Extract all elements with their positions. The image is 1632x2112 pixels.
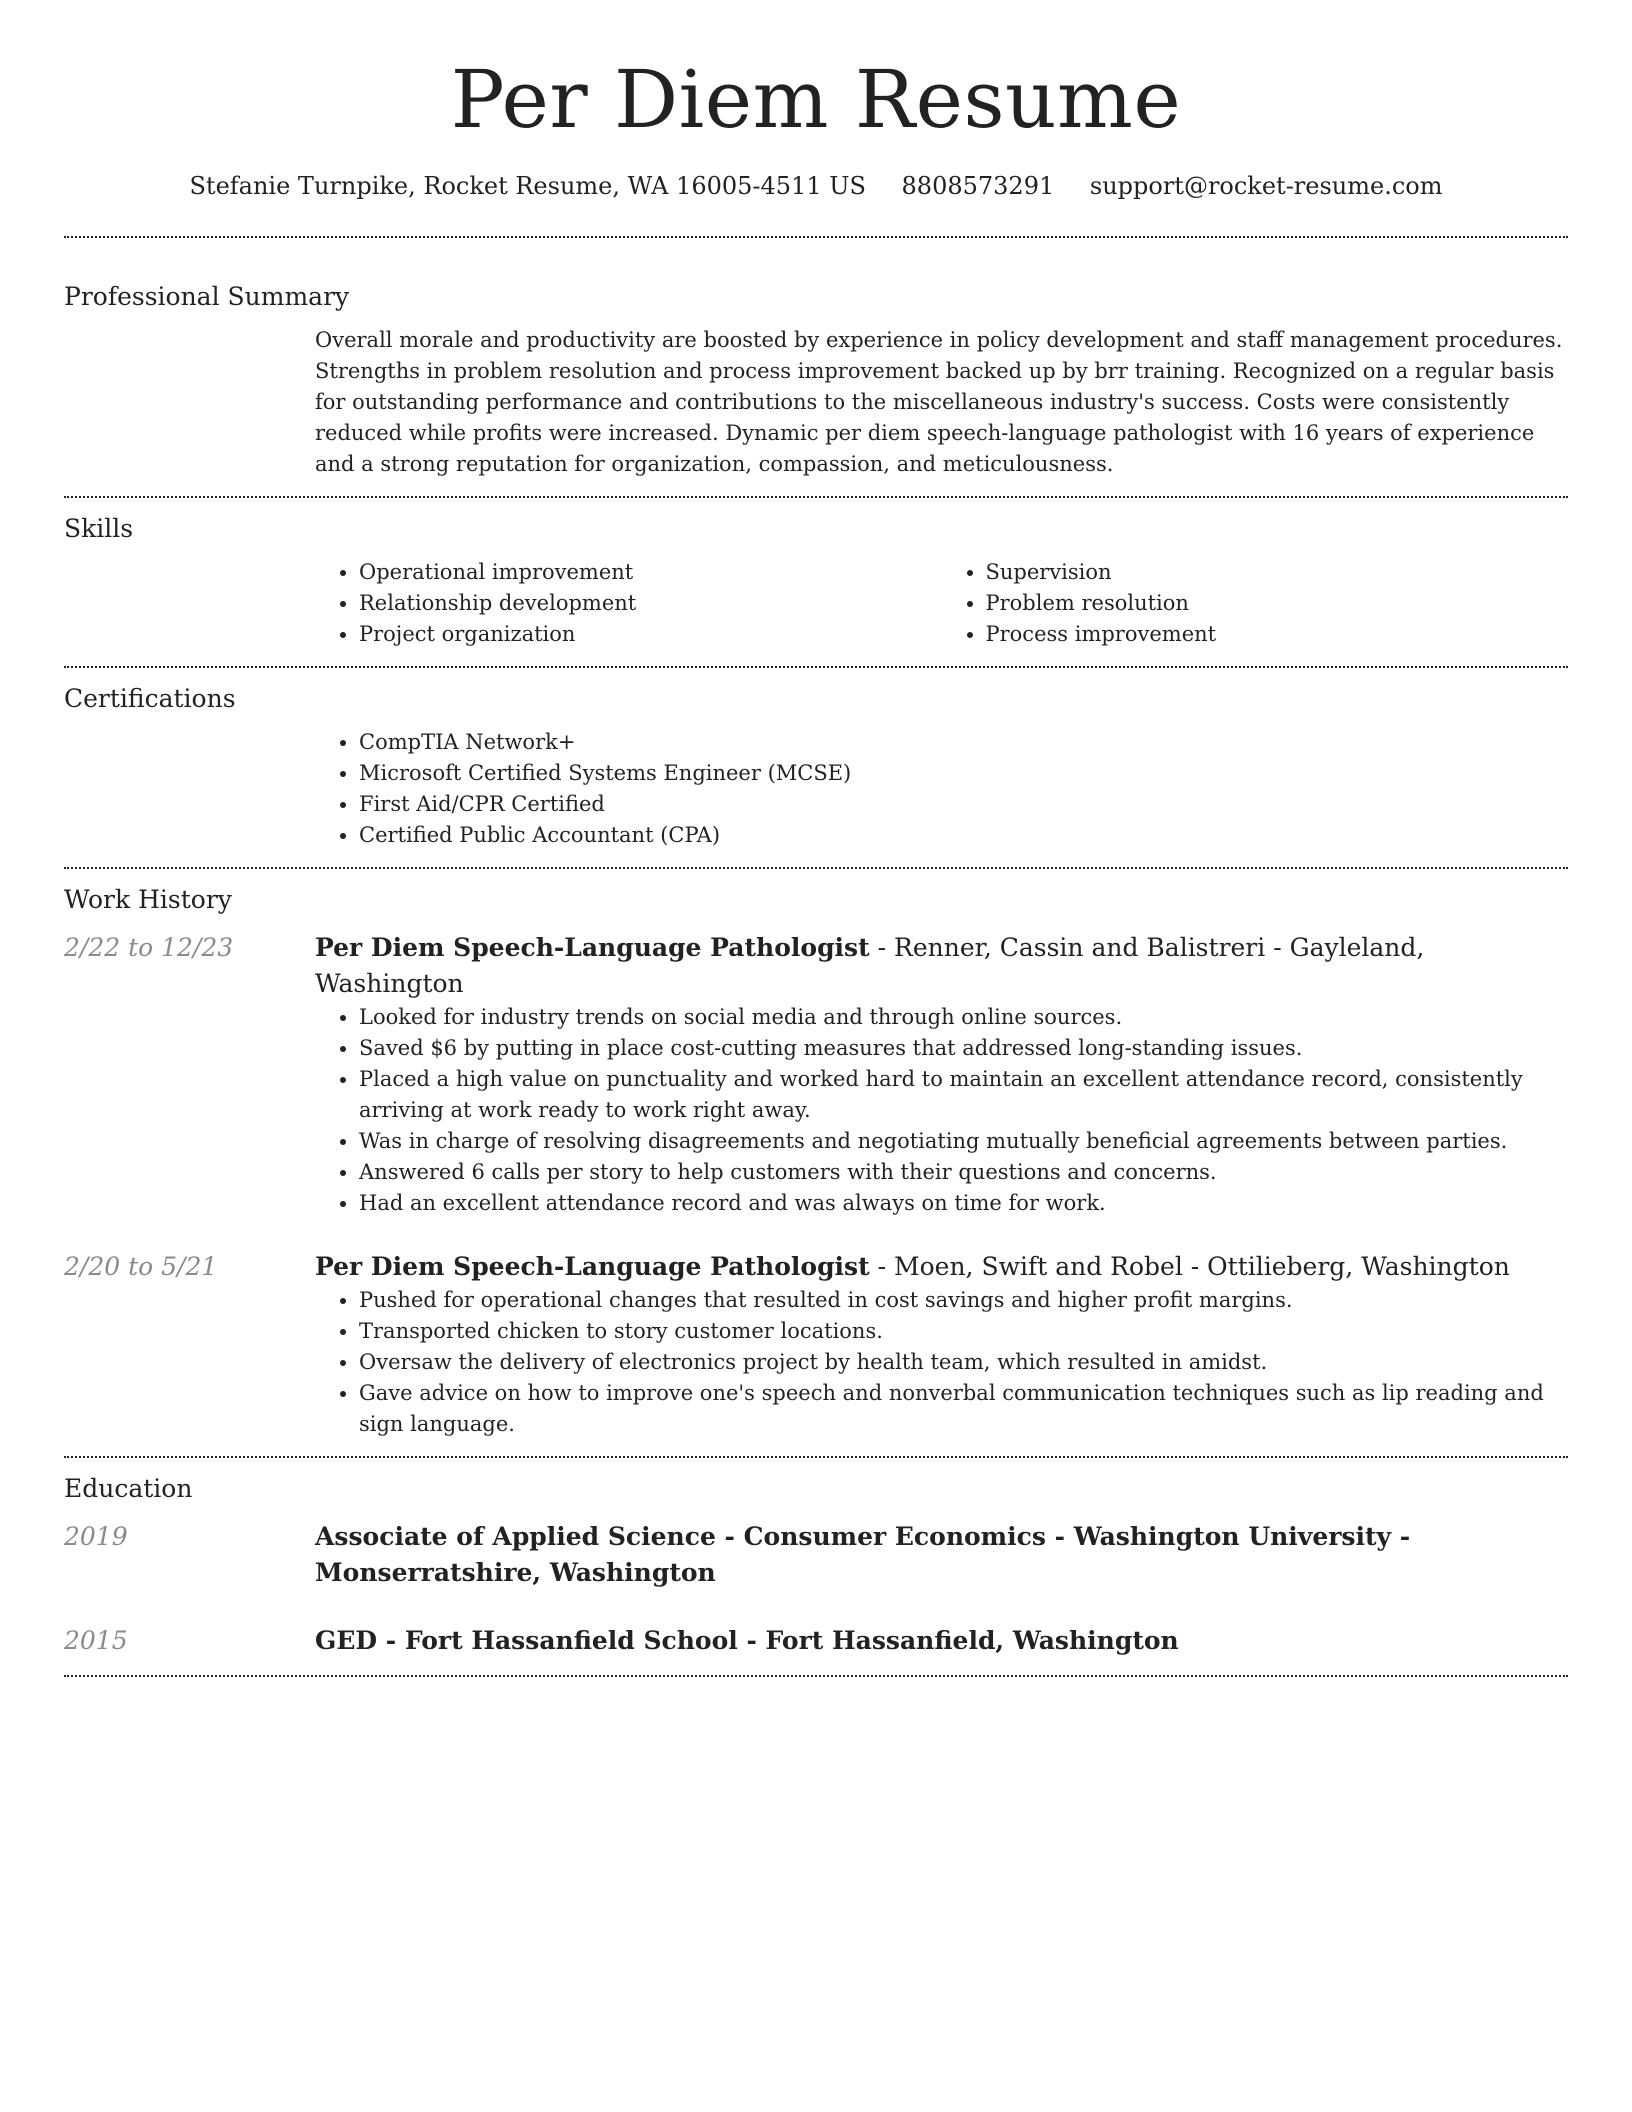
work-bullet: • Saved $6 by putting in place cost-cutting measures that addressed long-standing issues.: [359, 1033, 1568, 1064]
work-bullets: [315, 1285, 1568, 1440]
skills-heading: Skills: [64, 514, 134, 543]
education-section: [64, 1519, 1568, 1675]
work-bullet: • Answered 6 calls per story to help customers with their questions and concerns.: [359, 1157, 1568, 1188]
education-heading: Education: [64, 1474, 193, 1503]
work-heading: Work History: [64, 885, 232, 914]
contact-line: [64, 172, 1568, 200]
work-dates: 2/20 to 5/21: [64, 1252, 218, 1281]
skill-item: • Problem resolution: [986, 588, 1569, 619]
work-title: [315, 930, 1568, 1002]
skills-list-left: [315, 557, 942, 650]
work-bullet: • Placed a high value on punctuality and worked hard to maintain an excellent attendance record, consistently arriving at work ready to work right away.: [359, 1064, 1568, 1126]
work-employer: - Renner, Cassin and Balistreri - Gayleland, Washington: [315, 933, 1425, 998]
work-role: Per Diem Speech-Language Pathologist: [315, 933, 870, 962]
work-section: [64, 930, 1568, 1456]
work-bullet: • Looked for industry trends on social media and through online sources.: [359, 1002, 1568, 1033]
certifications-heading: Certifications: [64, 684, 236, 713]
certification-item: • Microsoft Certified Systems Engineer (MCSE): [359, 758, 1568, 789]
certifications-list: [315, 727, 1568, 851]
work-bullets: [315, 1002, 1568, 1219]
work-entry: [64, 1249, 1568, 1440]
certification-item: • First Aid/CPR Certified: [359, 789, 1568, 820]
summary-heading: Professional Summary: [64, 282, 350, 311]
section-divider: [64, 1675, 1568, 1677]
work-bullet: • Pushed for operational changes that resulted in cost savings and higher profit margins.: [359, 1285, 1568, 1316]
skills-section: [315, 557, 1568, 666]
resume-title: Per Diem Resume: [450, 53, 1182, 146]
education-year: 2015: [64, 1626, 128, 1655]
contact-address: Stefanie Turnpike, Rocket Resume, WA 16005-4511 US: [189, 172, 866, 200]
skill-item: • Project organization: [359, 619, 942, 650]
work-bullet: • Had an excellent attendance record and was always on time for work.: [359, 1188, 1568, 1219]
work-entry-main: [315, 930, 1568, 1219]
work-bullet: • Was in charge of resolving disagreements and negotiating mutually beneficial agreements between parties.: [359, 1126, 1568, 1157]
education-title: GED - Fort Hassanfield School - Fort Hassanfield, Washington: [315, 1626, 1179, 1655]
skill-item: • Supervision: [986, 557, 1569, 588]
education-entry: [64, 1519, 1568, 1591]
work-bullet: • Gave advice on how to improve one's speech and nonverbal communication techniques such as lip reading and sign language.: [359, 1378, 1568, 1440]
certification-item: • CompTIA Network+: [359, 727, 1568, 758]
resume-page: [64, 0, 1568, 1677]
work-title: [315, 1249, 1568, 1285]
certifications-section: [315, 727, 1568, 867]
work-role: Per Diem Speech-Language Pathologist: [315, 1252, 870, 1281]
contact-email: support@rocket-resume.com: [1089, 172, 1443, 200]
education-entry: [64, 1623, 1568, 1659]
education-year: 2019: [64, 1522, 128, 1551]
skills-list-right: [942, 557, 1569, 650]
certification-item: • Certified Public Accountant (CPA): [359, 820, 1568, 851]
work-bullet: • Oversaw the delivery of electronics project by health team, which resulted in amidst.: [359, 1347, 1568, 1378]
work-dates: 2/22 to 12/23: [64, 933, 234, 962]
skill-item: • Operational improvement: [359, 557, 942, 588]
summary-section: [315, 325, 1568, 496]
contact-phone: 8808573291: [901, 172, 1055, 200]
summary-text: Overall morale and productivity are boosted by experience in policy development and staff management procedures. Strengths in problem resolution and process improvement backed up by brr training. Recognized on a regular basis for outstanding performance and contributions to the miscellaneous industry's success. Costs were consistently reduced while profits were increased. Dynamic per diem speech-language pathologist with 16 years of experience and a strong reputation for organization, compassion, and meticulousness.: [315, 328, 1563, 476]
skill-item: • Process improvement: [986, 619, 1569, 650]
work-entry: [64, 930, 1568, 1219]
education-title: Associate of Applied Science - Consumer Economics - Washington University - Monserratshire, Washington: [315, 1522, 1411, 1587]
work-employer: - Moen, Swift and Robel - Ottilieberg, Washington: [869, 1252, 1510, 1281]
work-entry-main: [315, 1249, 1568, 1440]
work-bullet: • Transported chicken to story customer locations.: [359, 1316, 1568, 1347]
skill-item: • Relationship development: [359, 588, 942, 619]
skills-grid: [315, 557, 1568, 650]
